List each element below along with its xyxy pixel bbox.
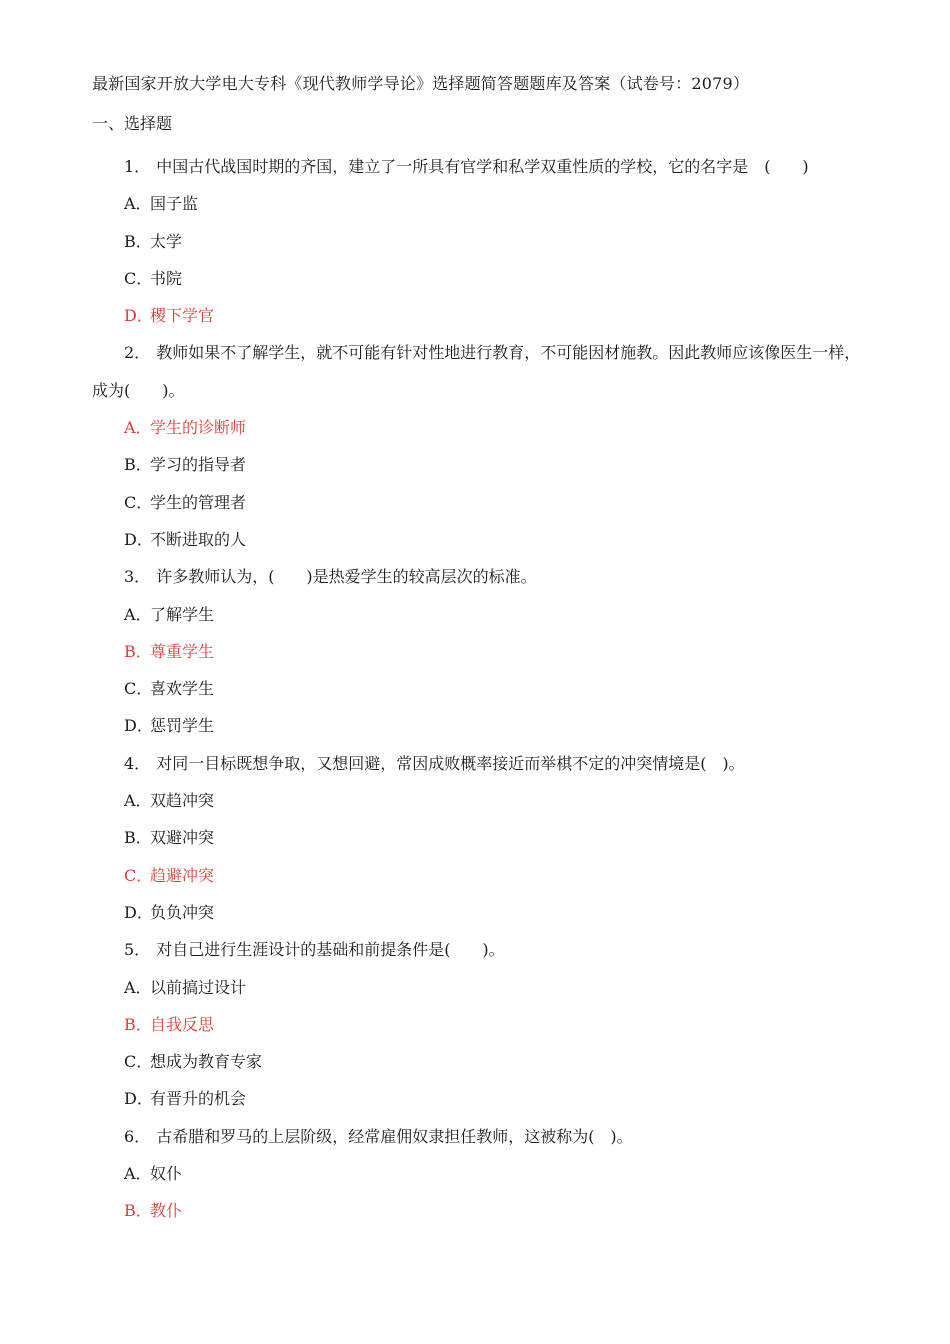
question-number: 2． <box>124 343 151 363</box>
question-stem <box>92 148 867 185</box>
answer-option <box>92 1080 867 1117</box>
option-letter: C． <box>124 1052 153 1072</box>
option-letter: C． <box>124 679 153 699</box>
answer-option <box>92 484 867 521</box>
section-heading: 一、选择题 <box>92 114 173 133</box>
question-number: 1． <box>124 157 151 176</box>
question-text: 中国古代战国时期的齐国，建立了一所具有官学和私学双重性质的学校，它的名字是 ( ) <box>156 157 809 176</box>
option-text: 太学 <box>150 231 183 251</box>
answer-option <box>92 185 867 222</box>
question-stem <box>92 558 867 595</box>
option-letter: B． <box>124 455 152 475</box>
answer-option <box>92 819 867 856</box>
question-number: 4． <box>124 753 151 773</box>
option-letter: A． <box>124 418 152 438</box>
option-text: 了解学生 <box>150 604 215 624</box>
option-letter: B． <box>124 231 152 251</box>
question-list <box>92 148 867 1230</box>
option-text: 尊重学生 <box>150 641 215 661</box>
question-text: 许多教师认为，( )是热爱学生的较高层次的标准。 <box>156 567 537 587</box>
option-text: 有晋升的机会 <box>150 1089 247 1109</box>
question-stem <box>92 1118 867 1155</box>
answer-option-correct <box>92 857 867 894</box>
question-number: 5． <box>124 940 151 960</box>
option-text: 学习的指导者 <box>150 455 247 475</box>
answer-option <box>92 969 867 1006</box>
answer-option <box>92 596 867 633</box>
answer-option <box>92 894 867 931</box>
question-stem <box>92 931 867 968</box>
option-text: 国子监 <box>150 194 199 214</box>
option-text: 以前搞过设计 <box>150 977 247 997</box>
answer-option <box>92 223 867 260</box>
option-letter: C． <box>124 492 153 512</box>
option-text: 想成为教育专家 <box>150 1052 263 1072</box>
question-text: 对同一目标既想争取，又想回避，常因成败概率接近而举棋不定的冲突情境是( )。 <box>156 753 745 773</box>
answer-option-correct <box>92 1006 867 1043</box>
option-letter: B． <box>124 641 152 661</box>
question-text: 对自己进行生涯设计的基础和前提条件是( )。 <box>156 940 505 960</box>
option-letter: D． <box>124 1089 153 1109</box>
option-letter: D． <box>124 716 153 736</box>
answer-option <box>92 707 867 744</box>
option-letter: D． <box>124 529 153 549</box>
option-letter: B． <box>124 828 152 848</box>
option-letter: C． <box>124 865 153 885</box>
option-text: 奴仆 <box>150 1164 183 1184</box>
question-number: 6． <box>124 1126 151 1146</box>
option-letter: A． <box>124 791 152 811</box>
answer-option <box>92 782 867 819</box>
answer-option <box>92 1155 867 1192</box>
option-text: 惩罚学生 <box>150 716 215 736</box>
question-text: 教师如果不了解学生，就不可能有针对性地进行教育，不可能因材施教。因此教师应该像医生一样，成为( )。 <box>92 343 861 400</box>
answer-option <box>92 446 867 483</box>
option-text: 学生的管理者 <box>150 492 247 512</box>
option-letter: A． <box>124 977 152 997</box>
option-letter: D． <box>124 902 153 922</box>
option-letter: B． <box>124 1201 152 1221</box>
option-text: 负负冲突 <box>150 902 215 922</box>
answer-option-correct <box>92 409 867 446</box>
option-letter: D． <box>124 306 153 326</box>
option-text: 趋避冲突 <box>150 865 215 885</box>
answer-option-correct <box>92 633 867 670</box>
option-letter: C． <box>124 268 153 288</box>
option-text: 稷下学官 <box>150 306 215 326</box>
answer-option <box>92 670 867 707</box>
question-number: 3． <box>124 567 151 587</box>
option-letter: B． <box>124 1014 152 1034</box>
option-text: 喜欢学生 <box>150 679 215 699</box>
answer-option <box>92 521 867 558</box>
question-stem <box>92 745 867 782</box>
answer-option <box>92 260 867 297</box>
answer-option-correct <box>92 1192 867 1229</box>
option-text: 教仆 <box>150 1201 183 1221</box>
question-stem <box>92 334 867 409</box>
document-title: 最新国家开放大学电大专科《现代教师学导论》选择题简答题题库及答案（试卷号：2079） <box>92 74 750 93</box>
option-letter: A． <box>124 194 152 214</box>
option-text: 双避冲突 <box>150 828 215 848</box>
option-text: 自我反思 <box>150 1014 215 1034</box>
option-text: 双趋冲突 <box>150 791 215 811</box>
option-letter: A． <box>124 1164 152 1184</box>
answer-option <box>92 1043 867 1080</box>
answer-option-correct <box>92 297 867 334</box>
option-letter: A． <box>124 604 152 624</box>
question-text: 古希腊和罗马的上层阶级，经常雇佣奴隶担任教师，这被称为( )。 <box>156 1126 633 1146</box>
option-text: 书院 <box>150 268 183 288</box>
option-text: 不断进取的人 <box>150 529 247 549</box>
option-text: 学生的诊断师 <box>150 418 247 438</box>
